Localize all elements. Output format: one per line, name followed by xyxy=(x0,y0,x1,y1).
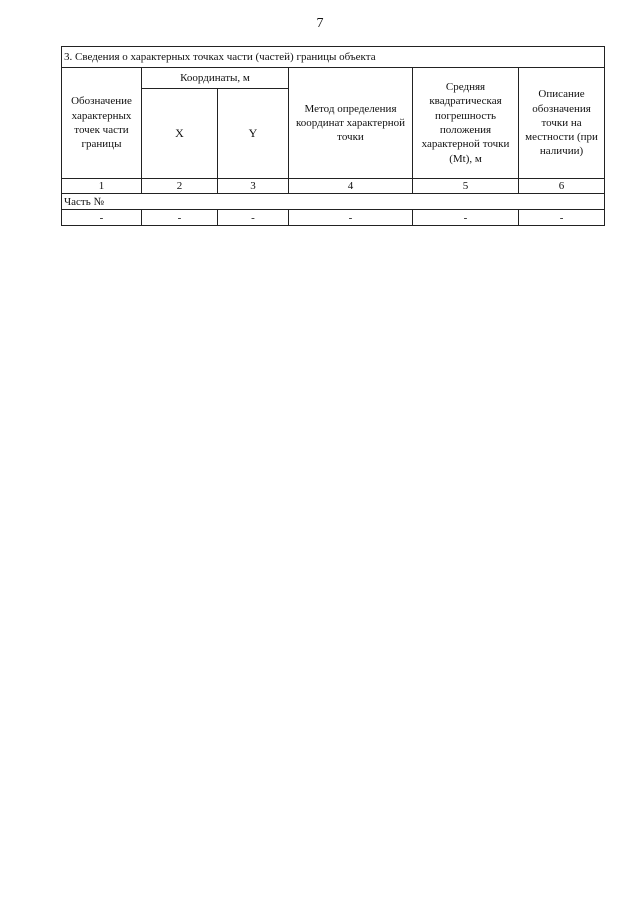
column-number: 1 xyxy=(62,179,142,194)
table-cell: - xyxy=(413,210,519,226)
header-error: Средняя квадратическая погрешность положения характерной точки (Mt), м xyxy=(413,68,519,179)
column-number: 5 xyxy=(413,179,519,194)
part-row xyxy=(62,194,605,210)
table-title: 3. Сведения о характерных точках части (частей) границы объекта xyxy=(62,47,605,68)
table-cell: - xyxy=(218,210,289,226)
table-cell: - xyxy=(142,210,218,226)
table-cell: - xyxy=(62,210,142,226)
header-description: Описание обозначения точки на местности (при наличии) xyxy=(519,68,605,179)
header-coordinates: Координаты, м xyxy=(142,68,289,89)
header-method: Метод определения координат характерной точки xyxy=(289,68,413,179)
table-cell: - xyxy=(519,210,605,226)
header-point-designation: Обозначение характерных точек части границы xyxy=(62,68,142,179)
table-title-row xyxy=(62,47,605,68)
part-label: Часть № xyxy=(62,194,605,210)
column-numbers-row xyxy=(62,179,605,194)
column-number: 3 xyxy=(218,179,289,194)
column-number: 6 xyxy=(519,179,605,194)
header-row-1 xyxy=(62,68,605,89)
characteristic-points-table xyxy=(61,46,605,226)
page-number: 7 xyxy=(316,16,324,31)
header-x: X xyxy=(142,89,218,179)
table-cell: - xyxy=(289,210,413,226)
header-y: Y xyxy=(218,89,289,179)
table-row xyxy=(62,210,605,226)
column-number: 2 xyxy=(142,179,218,194)
column-number: 4 xyxy=(289,179,413,194)
